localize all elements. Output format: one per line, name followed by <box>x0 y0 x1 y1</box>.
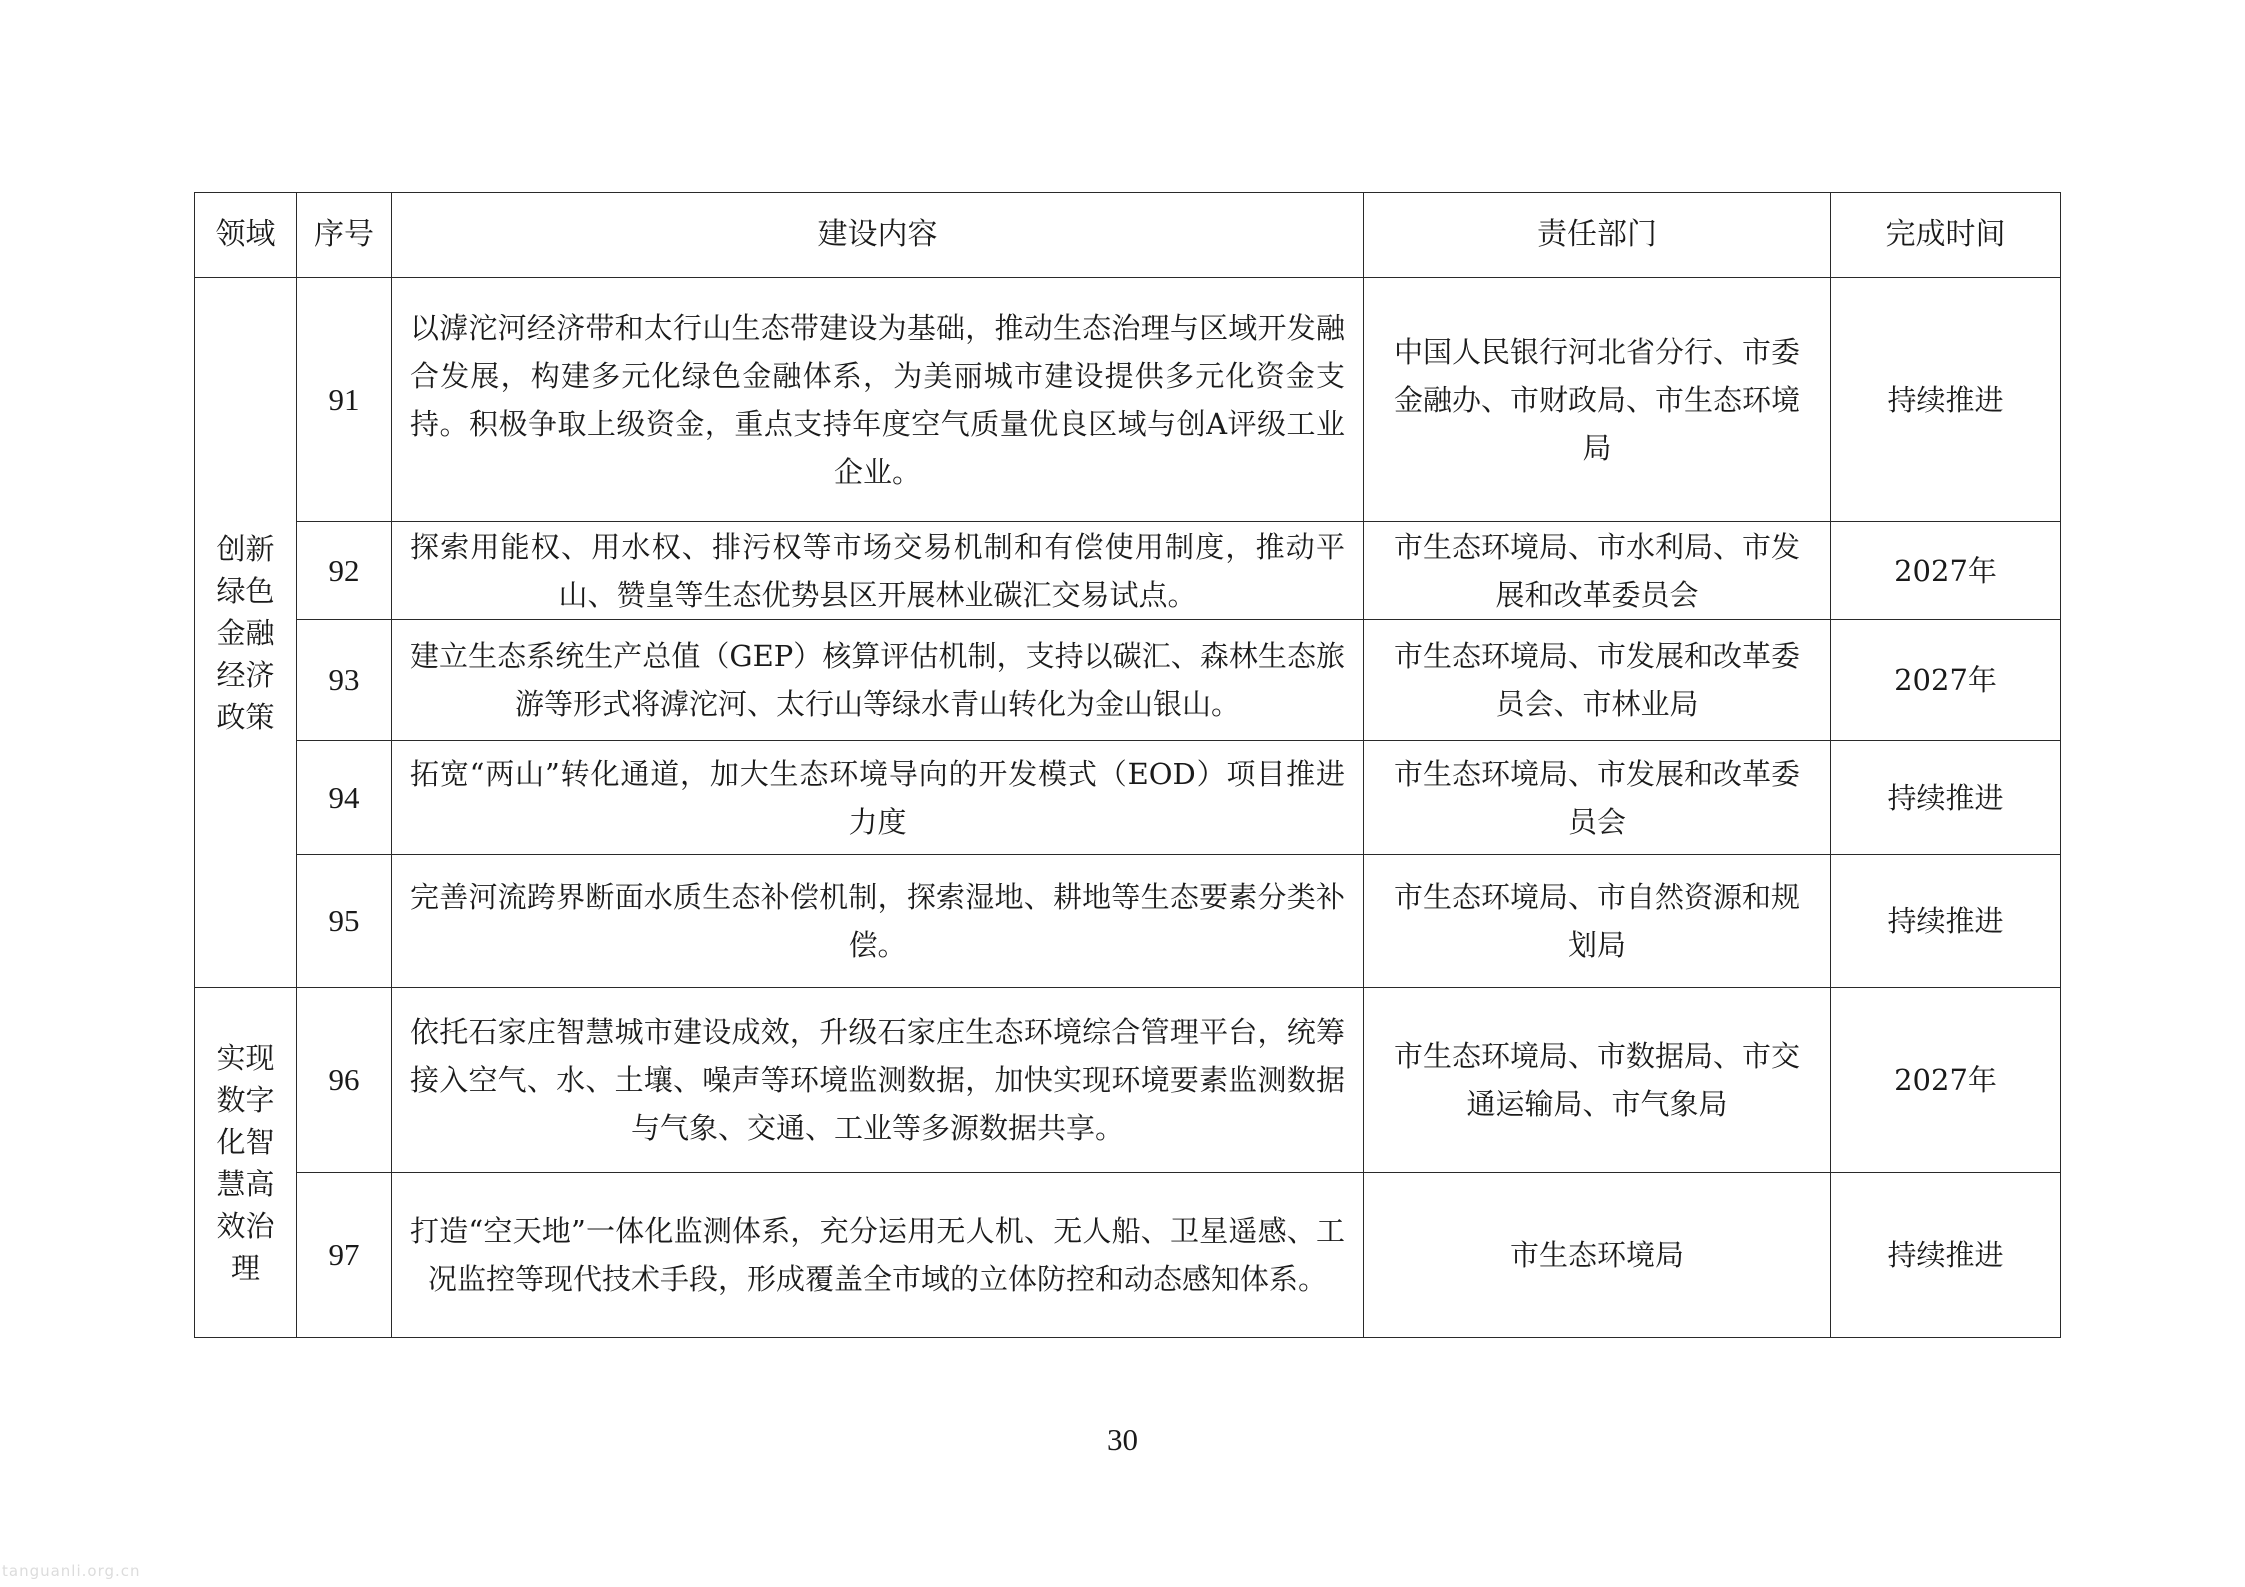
seq-cell: 94 <box>297 741 392 855</box>
table-row <box>195 278 2061 522</box>
deadline-cell: 2027年 <box>1831 522 2061 620</box>
watermark: tanguanli.org.cn <box>2 1562 141 1580</box>
content-cell: 依托石家庄智慧城市建设成效，升级石家庄生态环境综合管理平台，统筹接入空气、水、土壤、噪声等环境监测数据，加快实现环境要素监测数据与气象、交通、工业等多源数据共享。 <box>392 988 1364 1173</box>
content-cell: 以滹沱河经济带和太行山生态带建设为基础，推动生态治理与区域开发融合发展，构建多元化绿色金融体系，为美丽城市建设提供多元化资金支持。积极争取上级资金，重点支持年度空气质量优良区域与创A评级工业企业。 <box>392 278 1364 522</box>
content-cell: 探索用能权、用水权、排污权等市场交易机制和有偿使用制度，推动平山、赞皇等生态优势县区开展林业碳汇交易试点。 <box>392 522 1364 620</box>
content-cell: 完善河流跨界断面水质生态补偿机制，探索湿地、耕地等生态要素分类补偿。 <box>392 855 1364 988</box>
department-cell: 市生态环境局 <box>1364 1173 1831 1338</box>
header-deadline: 完成时间 <box>1831 193 2061 278</box>
table-row <box>195 741 2061 855</box>
table-row <box>195 620 2061 741</box>
table-row <box>195 855 2061 988</box>
department-cell: 市生态环境局、市发展和改革委员会 <box>1364 741 1831 855</box>
deadline-cell: 持续推进 <box>1831 741 2061 855</box>
seq-cell: 92 <box>297 522 392 620</box>
table-header-row <box>195 193 2061 278</box>
header-seq: 序号 <box>297 193 392 278</box>
page-number: 30 <box>1107 1422 1138 1457</box>
content-cell: 拓宽“两山”转化通道，加大生态环境导向的开发模式（EOD）项目推进力度 <box>392 741 1364 855</box>
content-cell: 打造“空天地”一体化监测体系，充分运用无人机、无人船、卫星遥感、工况监控等现代技术手段，形成覆盖全市域的立体防控和动态感知体系。 <box>392 1173 1364 1338</box>
content-cell: 建立生态系统生产总值（GEP）核算评估机制，支持以碳汇、森林生态旅游等形式将滹沱河、太行山等绿水青山转化为金山银山。 <box>392 620 1364 741</box>
deadline-cell: 2027年 <box>1831 620 2061 741</box>
table-row <box>195 1173 2061 1338</box>
seq-cell: 96 <box>297 988 392 1173</box>
deadline-cell: 2027年 <box>1831 988 2061 1173</box>
header-department: 责任部门 <box>1364 193 1831 278</box>
department-cell: 市生态环境局、市自然资源和规划局 <box>1364 855 1831 988</box>
department-cell: 市生态环境局、市发展和改革委员会、市林业局 <box>1364 620 1831 741</box>
table-row <box>195 522 2061 620</box>
header-domain: 领域 <box>195 193 297 278</box>
domain-cell: 创新绿色金融经济政策 <box>195 278 297 988</box>
task-table <box>194 192 2061 1338</box>
department-cell: 市生态环境局、市水利局、市发展和改革委员会 <box>1364 522 1831 620</box>
deadline-cell: 持续推进 <box>1831 278 2061 522</box>
domain-cell: 实现数字化智慧高效治理 <box>195 988 297 1338</box>
seq-cell: 93 <box>297 620 392 741</box>
seq-cell: 97 <box>297 1173 392 1338</box>
department-cell: 市生态环境局、市数据局、市交通运输局、市气象局 <box>1364 988 1831 1173</box>
deadline-cell: 持续推进 <box>1831 1173 2061 1338</box>
seq-cell: 95 <box>297 855 392 988</box>
table-row <box>195 988 2061 1173</box>
header-content: 建设内容 <box>392 193 1364 278</box>
department-cell: 中国人民银行河北省分行、市委金融办、市财政局、市生态环境局 <box>1364 278 1831 522</box>
deadline-cell: 持续推进 <box>1831 855 2061 988</box>
seq-cell: 91 <box>297 278 392 522</box>
